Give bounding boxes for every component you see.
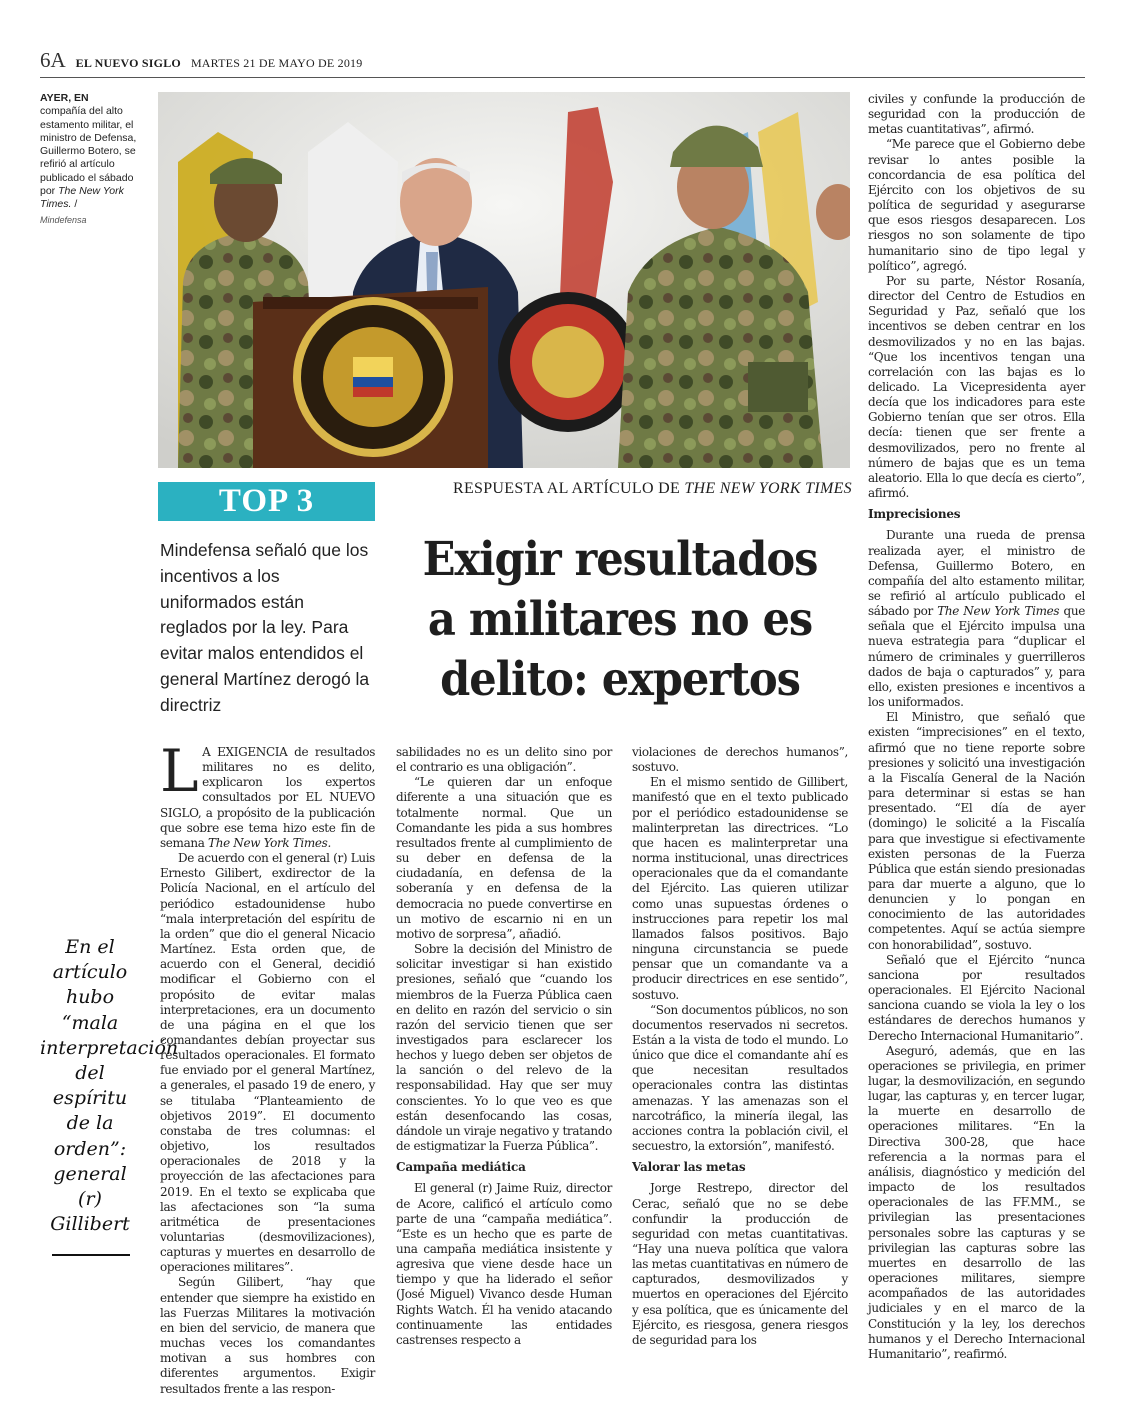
headline-kicker — [390, 480, 852, 498]
paragraph-text: Durante una rueda de prensa realizada ayer, el ministro de Defensa, Guillermo Botero, en compañía del alto estamento militar, se refirió al artículo publicado el sábado por — [868, 528, 1085, 619]
lead-source: The New York Times. — [208, 835, 331, 850]
summary-deck: Mindefensa señaló que los incentivos a los uniformados están reglados por la ley. Para evitar malos entendidos el general Martínez derogó la directriz — [160, 540, 370, 715]
paragraph: El general (r) Jaime Ruiz, director de Acore, calificó el artículo como parte de una “campaña mediática”. “Este es un hecho que es parte de una campaña mediática insistente y agresiva que viene desde hace un tiempo y que ha liderado el señor (José Miguel) Vivanco desde Human Rights Watch. Él ha venido atacando continuamente las entidades castrenses respecto a — [396, 1181, 612, 1347]
paragraph: Según Gilibert, “hay que entender que siempre ha existido en las Fuerzas Militares la motivación en bien del servicio, de manera que muchas veces los comandantes motivan a sus hombres con diferentes argumentos. Exigir resultados frente a las respon- — [160, 1275, 375, 1396]
issue-date: MARTES 21 DE MAYO DE 2019 — [190, 56, 363, 70]
paragraph: “Le quieren dar un enfoque diferente a una situación que es totalmente normal. Que un Comandante les pida a sus hombres resultados frente al cumplimiento de su deber en defensa de la ciudadanía, en defensa de la soberanía y en defensa de la democracia no puede convertirse en un motivo de escarnio ni en un motivo de sorpresa”, añadió. — [396, 775, 612, 941]
header-rule — [40, 77, 1085, 78]
photo-caption — [40, 92, 148, 227]
paragraph — [868, 528, 1085, 710]
subhead: Valorar las metas — [632, 1160, 746, 1175]
news-photo — [158, 92, 850, 468]
article-column-4 — [868, 92, 1085, 1362]
top3-banner: TOP 3 — [158, 482, 375, 521]
article-column-3 — [632, 745, 848, 1348]
paragraph-text: que señala que el Ejército impulsa una nueva estrategia para “duplicar el número de criminales y guerrilleros dados de baja o capturados” y, para ello, existen presiones e incentivos a los uniformados. — [868, 604, 1085, 710]
paragraph: “Me parece que el Gobierno debe revisar lo antes posible la concordancia de esa política del Ejército con los objetivos de su política de seguridad y asegurarse que esos riesgos desaparecen. Los riesgos no son solamente de tipo humanitario sino de tipo legal y político”, agregó. — [868, 137, 1085, 273]
caption-text: compañía del alto estamento militar, el ministro de Defensa, Guillermo Botero, se refirió al artículo publicado el sábado por — [40, 105, 137, 198]
paragraph: Señaló que el Ejército “nunca sanciona por resultados operacionales. El Ejército Nacional sanciona cuando se viola la ley o los estándares de derechos humanos y Derecho Internacional Humanitario”. — [868, 952, 1085, 1043]
photo-illustration — [158, 92, 850, 468]
caption-lead: AYER, EN — [40, 92, 89, 104]
paragraph-source: The New York Times — [937, 604, 1060, 619]
page-number: 6A — [40, 48, 66, 72]
pull-quote-rule — [52, 1254, 130, 1256]
paragraph: Aseguró, además, que en las operaciones se privilegia, en primer lugar, la desmovilización, en segundo lugar, las capturas y, en tercer lugar, la muerte en desarrollo de operaciones militares. “En la Directiva 300-28, que hace referencia a la normas para el análisis, diagnóstico y medición del impacto de los resultados operacionales de las FF.MM., se privilegian las presentaciones personales sobre las capturas y se privilegian las capturas sobre las muertes en desarrollo de las operaciones militares, siempre acompañados de las autoridades judiciales y en el marco de la Constitución y la ley, los derechos humanos y el Derecho Internacional Humanitario”, reafirmó. — [868, 1043, 1085, 1361]
publication-name: EL NUEVO SIGLO — [75, 56, 181, 70]
kicker-source: THE NEW YORK TIMES — [684, 480, 852, 497]
paragraph: El Ministro, que señaló que existen “imprecisiones” en el texto, afirmó que no tiene reporte sobre presiones y solicitó una investigación a la Fiscalía General de la Nación para determinar si estas se han presentado. “El día de ayer (domingo) le solicité a la Fiscalía para que investigue si efectivamente existen personas de la Fuerza Pública que están siendo presionadas para dar muerte a alguno, que lo denuncien y lo pongan en conocimiento de las autoridades competentes. Aquí se actúa siempre con honorabilidad”, sostuvo. — [868, 710, 1085, 952]
subhead: Imprecisiones — [868, 507, 961, 522]
caption-source: The New York Times. — [40, 185, 124, 211]
caption-slash: / — [71, 198, 78, 211]
paragraph: Jorge Restrepo, director del Cerac, señaló que no se debe confundir la producción de seguridad con metas cuantitativas. “Hay una nueva política que valora las metas cuantitativas en número de capturados, desmovilizados y muertos en operaciones del Ejército y esa política, que es únicamente del Ejército, es riesgosa, genera riesgos de seguridad para los — [632, 1181, 848, 1347]
paragraph: civiles y confunde la producción de seguridad con la producción de metas cuantitativas”, afirmó. — [868, 92, 1085, 137]
folio — [40, 48, 362, 74]
article-column-2 — [396, 745, 612, 1348]
paragraph: sabilidades no es un delito sino por el contrario es una obligación”. — [396, 745, 612, 775]
lead-text: de resultados militares no es delito, explicaron los expertos consultados por EL NUEVO SIGLO, a propósito de la publicación que sobre ese tema hizo este fin de semana — [160, 745, 375, 850]
lead-paragraph — [160, 737, 375, 851]
paragraph: Por su parte, Néstor Rosanía, director del Centro de Estudios en Seguridad y Paz, señaló que los incentivos se deben centrar en los desmovilizados y no en las bajas. “Que los incentivos tengan una correlación con las bajas es lo delicado. La Vicepresidenta ayer decía que los indicadores para este Gobierno tenían que ser otros. Ella decía: tienen que ser frente a desmovilizados, pero no frente al número de bajas que es un tema aleatorio. Ella lo que decía es cierto”, afirmó. — [868, 273, 1085, 501]
drop-cap: L — [160, 737, 199, 805]
paragraph: Sobre la decisión del Ministro de solicitar investigar si han existido presiones, señaló que “cuando los miembros de la Fuerza Pública caen en delito en razón del servicio o sin razón del servicio tienen que ser investigados para esclarecer los hechos y luego deben ser objetos de la sanción o del relevo de la responsabilidad. Hay que ser muy conscientes. Yo lo que veo es que están desenfocando las cosas, dándole un viraje negativo y tratando de estigmatizar la Fuerza Pública”. — [396, 942, 612, 1154]
article-column-1 — [160, 737, 375, 1397]
photo-credit: Mindefensa — [40, 214, 87, 225]
subhead: Campaña mediática — [396, 1160, 526, 1175]
headline: Exigir resultados a militares no es delito: expertos — [422, 532, 818, 707]
paragraph: De acuerdo con el general (r) Luis Ernesto Gilibert, exdirector de la Policía Nacional, en el artículo del periódico estadounidense hubo “mala interpretación del espíritu de la orden” que dio el general Nicacio Martínez. Esta orden que, de acuerdo con el General, decidió modificar el Gobierno con el propósito de evitar malas interpretaciones, era un documento de una página en el que los comandantes debían proyectar sus resultados operacionales. El formato fue enviado por el general Martínez, a generales, el pasado 19 de enero, y se titulaba “Planteamiento de objetivos 2019”. El documento constaba de tres columnas: el objetivo, los resultados operacionales de 2018 y la proyección de las afectaciones para 2019. En el texto se explicaba que las afectaciones son “la suma aritmética de presentaciones voluntarias (desmovilizaciones), capturas y muertes en desarrollo de operaciones militares”. — [160, 851, 375, 1275]
kicker-text: RESPUESTA AL ARTÍCULO DE — [452, 480, 681, 497]
paragraph: En el mismo sentido de Gillibert, manifestó que en el texto publicado por el periódico estadounidense se malinterpretan las directrices. “Lo que hacen es malinterpretar una norma institucional, unas directrices operacionales que da el comandante del Ejército. Las quieren utilizar como unas supuestas órdenes o instrucciones para repetir los mal llamados falsos positivos. Bajo ninguna circunstancia se puede pensar que un comandante va a producir directrices en ese sentido”, sostuvo. — [632, 775, 848, 1002]
paragraph: “Son documentos públicos, no son documentos reservados ni secretos. Están a la vista de todo el mundo. Lo único que dice el comandante ahí es que necesitan resultados operacionales contra las distintas amenazas. Y las amenazas son el narcotráfico, la minería ilegal, las acciones contra la población civil, el secuestro, la extorsión”, manifestó. — [632, 1002, 848, 1154]
lead-caps: A EXIGENCIA — [202, 745, 288, 759]
paragraph: violaciones de derechos humanos”, sostuvo. — [632, 745, 848, 775]
pull-quote: En el artículo hubo “mala interpretación del espíritu de la orden”: general (r) Gillibert — [40, 936, 179, 1236]
